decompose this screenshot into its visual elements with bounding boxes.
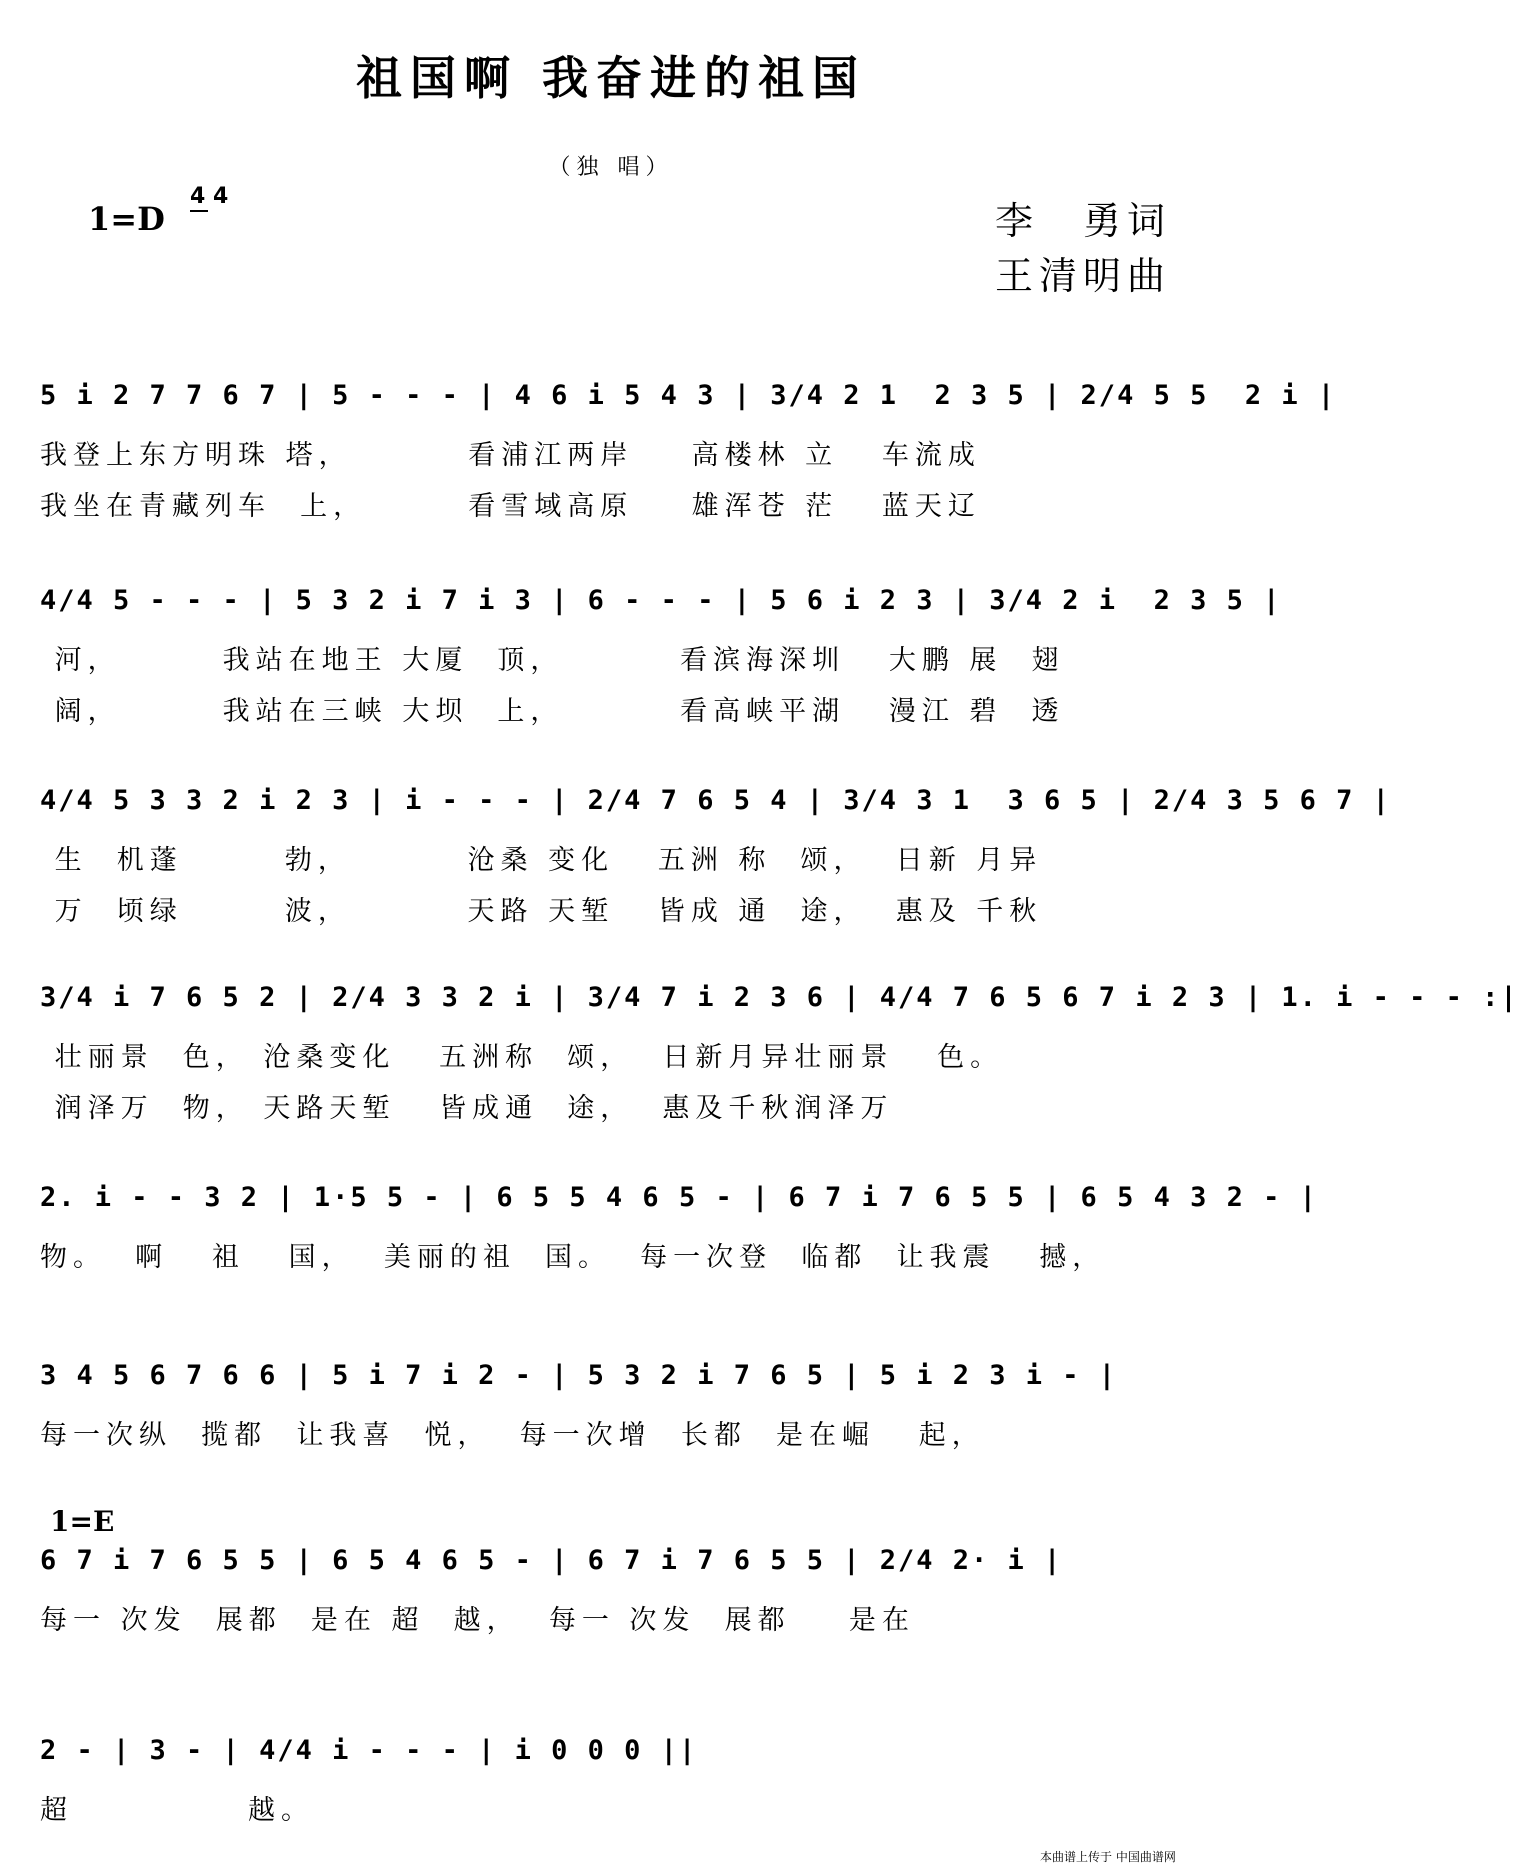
time-signature-bottom: 4 (212, 184, 229, 209)
score-system-1 (40, 380, 1337, 523)
key-signature: 1=D (88, 200, 165, 238)
lyric-verse-1: 生 机蓬 勃， 沧桑 变化 五洲 称 颂， 日新 月异 (40, 845, 1043, 876)
lyric-verse-1: 河， 我站在地王 大厦 顶， 看滨海深圳 大鹏 展 翅 (40, 645, 1065, 676)
footer-watermark: 本曲谱上传于 中国曲谱网 (1040, 1850, 1176, 1864)
score-system-5 (40, 1182, 1318, 1274)
notation-line: 6 7 i 7 6 5 5 | 6 5 4 6 5 - | 6 7 i 7 6 5 5 | 2/4 2· i | (40, 1545, 1063, 1576)
time-signature (190, 185, 228, 209)
notation-line: 2 - | 3 - | 4/4 i - - - | i 0 0 0 || (40, 1735, 698, 1766)
score-system-3 (40, 785, 1391, 928)
page-title: 祖国啊 我奋进的祖国 (355, 51, 866, 105)
notation-line: 4/4 5 - - - | 5 3 2 i 7 i 3 | 6 - - - | 5 6 i 2 3 | 3/4 2 i 2 3 5 | (40, 585, 1282, 616)
notation-line: 5 i 2 7 7 6 7 | 5 - - - | 4 6 i 5 4 3 | 3/4 2 1 2 3 5 | 2/4 5 5 2 i | (40, 380, 1337, 411)
lyric-verse-1: 每一 次发 展都 是在 超 越， 每一 次发 展都 是在 (40, 1605, 915, 1636)
notation-line: 3 4 5 6 7 6 6 | 5 i 7 i 2 - | 5 3 2 i 7 6 5 | 5 i 2 3 i - | (40, 1360, 1118, 1391)
lyric-verse-2: 润泽万 物， 天路天堑 皆成通 途， 惠及千秋润泽万 (40, 1093, 894, 1124)
time-signature-top: 4 (190, 184, 206, 209)
score-system-4 (40, 982, 1519, 1125)
lyric-verse-2: 我坐在青藏列车 上， 看雪域高原 雄浑苍 茫 蓝天辽 (40, 491, 981, 522)
lyricist-credit: 李 勇词 (995, 199, 1172, 243)
notation-line: 2. i - - 3 2 | 1·5 5 - | 6 5 5 4 6 5 - | 6 7 i 7 6 5 5 | 6 5 4 3 2 - | (40, 1182, 1318, 1213)
subtitle: （独 唱） (548, 155, 674, 180)
lyric-verse-1: 壮丽景 色， 沧桑变化 五洲称 颂， 日新月异壮丽景 色。 (40, 1042, 1004, 1073)
key-change: 1=E (50, 1505, 115, 1538)
notation-line: 4/4 5 3 3 2 i 2 3 | i - - - | 2/4 7 6 5 4 | 3/4 3 1 3 6 5 | 2/4 3 5 6 7 | (40, 785, 1391, 816)
score-system-7 (40, 1545, 1190, 1637)
composer-credit: 王清明曲 (995, 254, 1172, 298)
lyric-verse-1: 超 越。 (40, 1795, 314, 1826)
score-system-8 (40, 1735, 1190, 1827)
lyric-verse-1: 我登上东方明珠 塔， 看浦江两岸 高楼林 立 车流成 (40, 440, 981, 471)
lyric-verse-1: 每一次纵 揽都 让我喜 悦， 每一次增 长都 是在崛 起， (40, 1420, 985, 1451)
lyric-verse-1: 物。 啊 祖 国， 美丽的祖 国。 每一次登 临都 让我震 撼， (40, 1242, 1106, 1273)
notation-line: 3/4 i 7 6 5 2 | 2/4 3 3 2 i | 3/4 7 i 2 3 6 | 4/4 7 6 5 6 7 i 2 3 | 1. i - - - :| (40, 982, 1519, 1013)
score-system-6 (40, 1360, 1190, 1452)
lyric-verse-2: 阔， 我站在三峡 大坝 上， 看高峡平湖 漫江 碧 透 (40, 696, 1065, 727)
lyric-verse-2: 万 顷绿 波， 天路 天堑 皆成 通 途， 惠及 千秋 (40, 896, 1043, 927)
score-system-2 (40, 585, 1282, 728)
